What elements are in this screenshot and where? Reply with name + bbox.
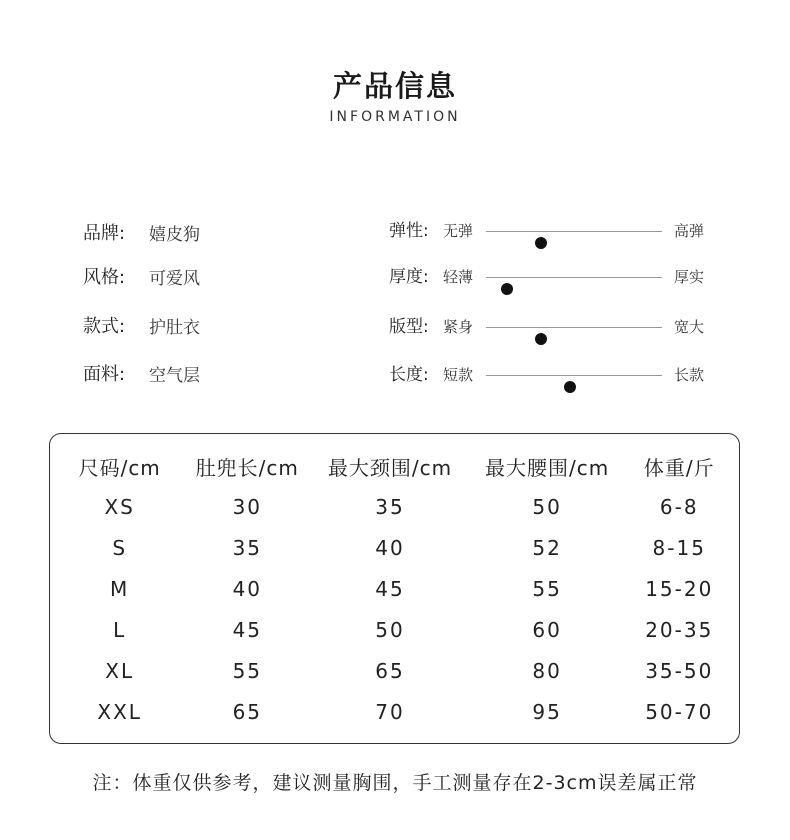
table-cell: 80: [532, 658, 562, 683]
table-cell: 52: [532, 535, 562, 560]
scale-track: [486, 375, 662, 376]
scale-label: 版型:: [389, 317, 429, 337]
table-row: [50, 650, 739, 691]
table-cell: 50-70: [645, 699, 714, 724]
attribute-label: 款式:: [83, 316, 126, 337]
scale-high-label: 长款: [674, 366, 705, 384]
attribute-value: 空气层: [149, 365, 200, 386]
header-waist: 最大腰围/cm: [485, 455, 610, 480]
page-subtitle: INFORMATION: [329, 109, 461, 125]
table-cell: XL: [105, 658, 135, 683]
scale-low-label: 短款: [443, 366, 474, 384]
table-cell: 8-15: [652, 535, 706, 560]
scale-track: [486, 327, 662, 328]
attribute-label: 品牌:: [83, 223, 126, 244]
attribute-type: [83, 313, 200, 337]
page-title: 产品信息: [332, 69, 457, 103]
header-neck: 最大颈围/cm: [327, 455, 453, 480]
table-row: [50, 691, 739, 732]
table-cell: 15-20: [645, 576, 714, 601]
attribute-label: 风格:: [83, 267, 126, 288]
scale-marker: [501, 283, 513, 295]
attribute-value: 护肚衣: [149, 317, 200, 338]
scale-length: [389, 363, 719, 387]
table-cell: 70: [375, 699, 405, 724]
table-cell: 45: [375, 576, 405, 601]
table-cell: 35-50: [645, 658, 714, 683]
table-cell: XXL: [97, 699, 142, 724]
scale-label: 长度:: [389, 365, 429, 385]
attribute-fabric: [83, 361, 200, 385]
attribute-value: 嬉皮狗: [149, 224, 200, 245]
table-row: [50, 527, 739, 568]
scale-elasticity: [389, 219, 719, 243]
table-cell: 65: [232, 699, 263, 724]
scale-marker: [535, 237, 547, 249]
scale-fit: [389, 315, 719, 339]
header-size: 尺码/cm: [78, 455, 161, 480]
size-table-box: [49, 433, 740, 744]
table-cell: XS: [104, 494, 135, 519]
attribute-style: [83, 264, 200, 288]
scale-high-label: 厚实: [674, 268, 705, 286]
table-cell: 65: [375, 658, 405, 683]
table-row: [50, 609, 739, 650]
table-row: [50, 568, 739, 609]
scale-low-label: 轻薄: [443, 268, 474, 286]
scale-track: [486, 231, 662, 232]
table-cell: S: [112, 535, 128, 560]
table-cell: 55: [232, 658, 263, 683]
scale-low-label: 紧身: [443, 318, 474, 336]
attribute-value: 可爱风: [149, 268, 200, 289]
scale-high-label: 高弹: [674, 222, 705, 240]
attribute-brand: [83, 220, 200, 244]
table-cell: 50: [375, 617, 405, 642]
table-cell: 30: [232, 494, 263, 519]
table-cell: 45: [232, 617, 263, 642]
table-row: [50, 486, 739, 527]
table-cell: 55: [532, 576, 562, 601]
table-cell: M: [110, 576, 130, 601]
scale-track: [486, 277, 662, 278]
header-weight: 体重/斤: [643, 455, 715, 480]
size-table: [50, 446, 739, 732]
scale-label: 厚度:: [389, 267, 429, 287]
table-cell: 95: [532, 699, 562, 724]
scale-label: 弹性:: [389, 221, 429, 241]
table-cell: L: [113, 617, 127, 642]
table-cell: 60: [532, 617, 562, 642]
scale-low-label: 无弹: [443, 222, 474, 240]
scale-marker: [535, 333, 547, 345]
footnote: 注：体重仅供参考，建议测量胸围，手工测量存在2-3cm误差属正常: [92, 772, 698, 794]
table-cell: 20-35: [645, 617, 714, 642]
scale-high-label: 宽大: [674, 318, 705, 336]
table-cell: 40: [375, 535, 405, 560]
table-cell: 35: [232, 535, 263, 560]
attribute-label: 面料:: [83, 364, 126, 385]
scale-marker: [564, 381, 576, 393]
table-cell: 50: [532, 494, 562, 519]
table-header-row: [50, 446, 739, 486]
table-cell: 6-8: [659, 494, 699, 519]
header-length: 肚兜长/cm: [195, 455, 299, 480]
table-cell: 35: [375, 494, 405, 519]
scale-thickness: [389, 265, 719, 289]
table-cell: 40: [232, 576, 263, 601]
